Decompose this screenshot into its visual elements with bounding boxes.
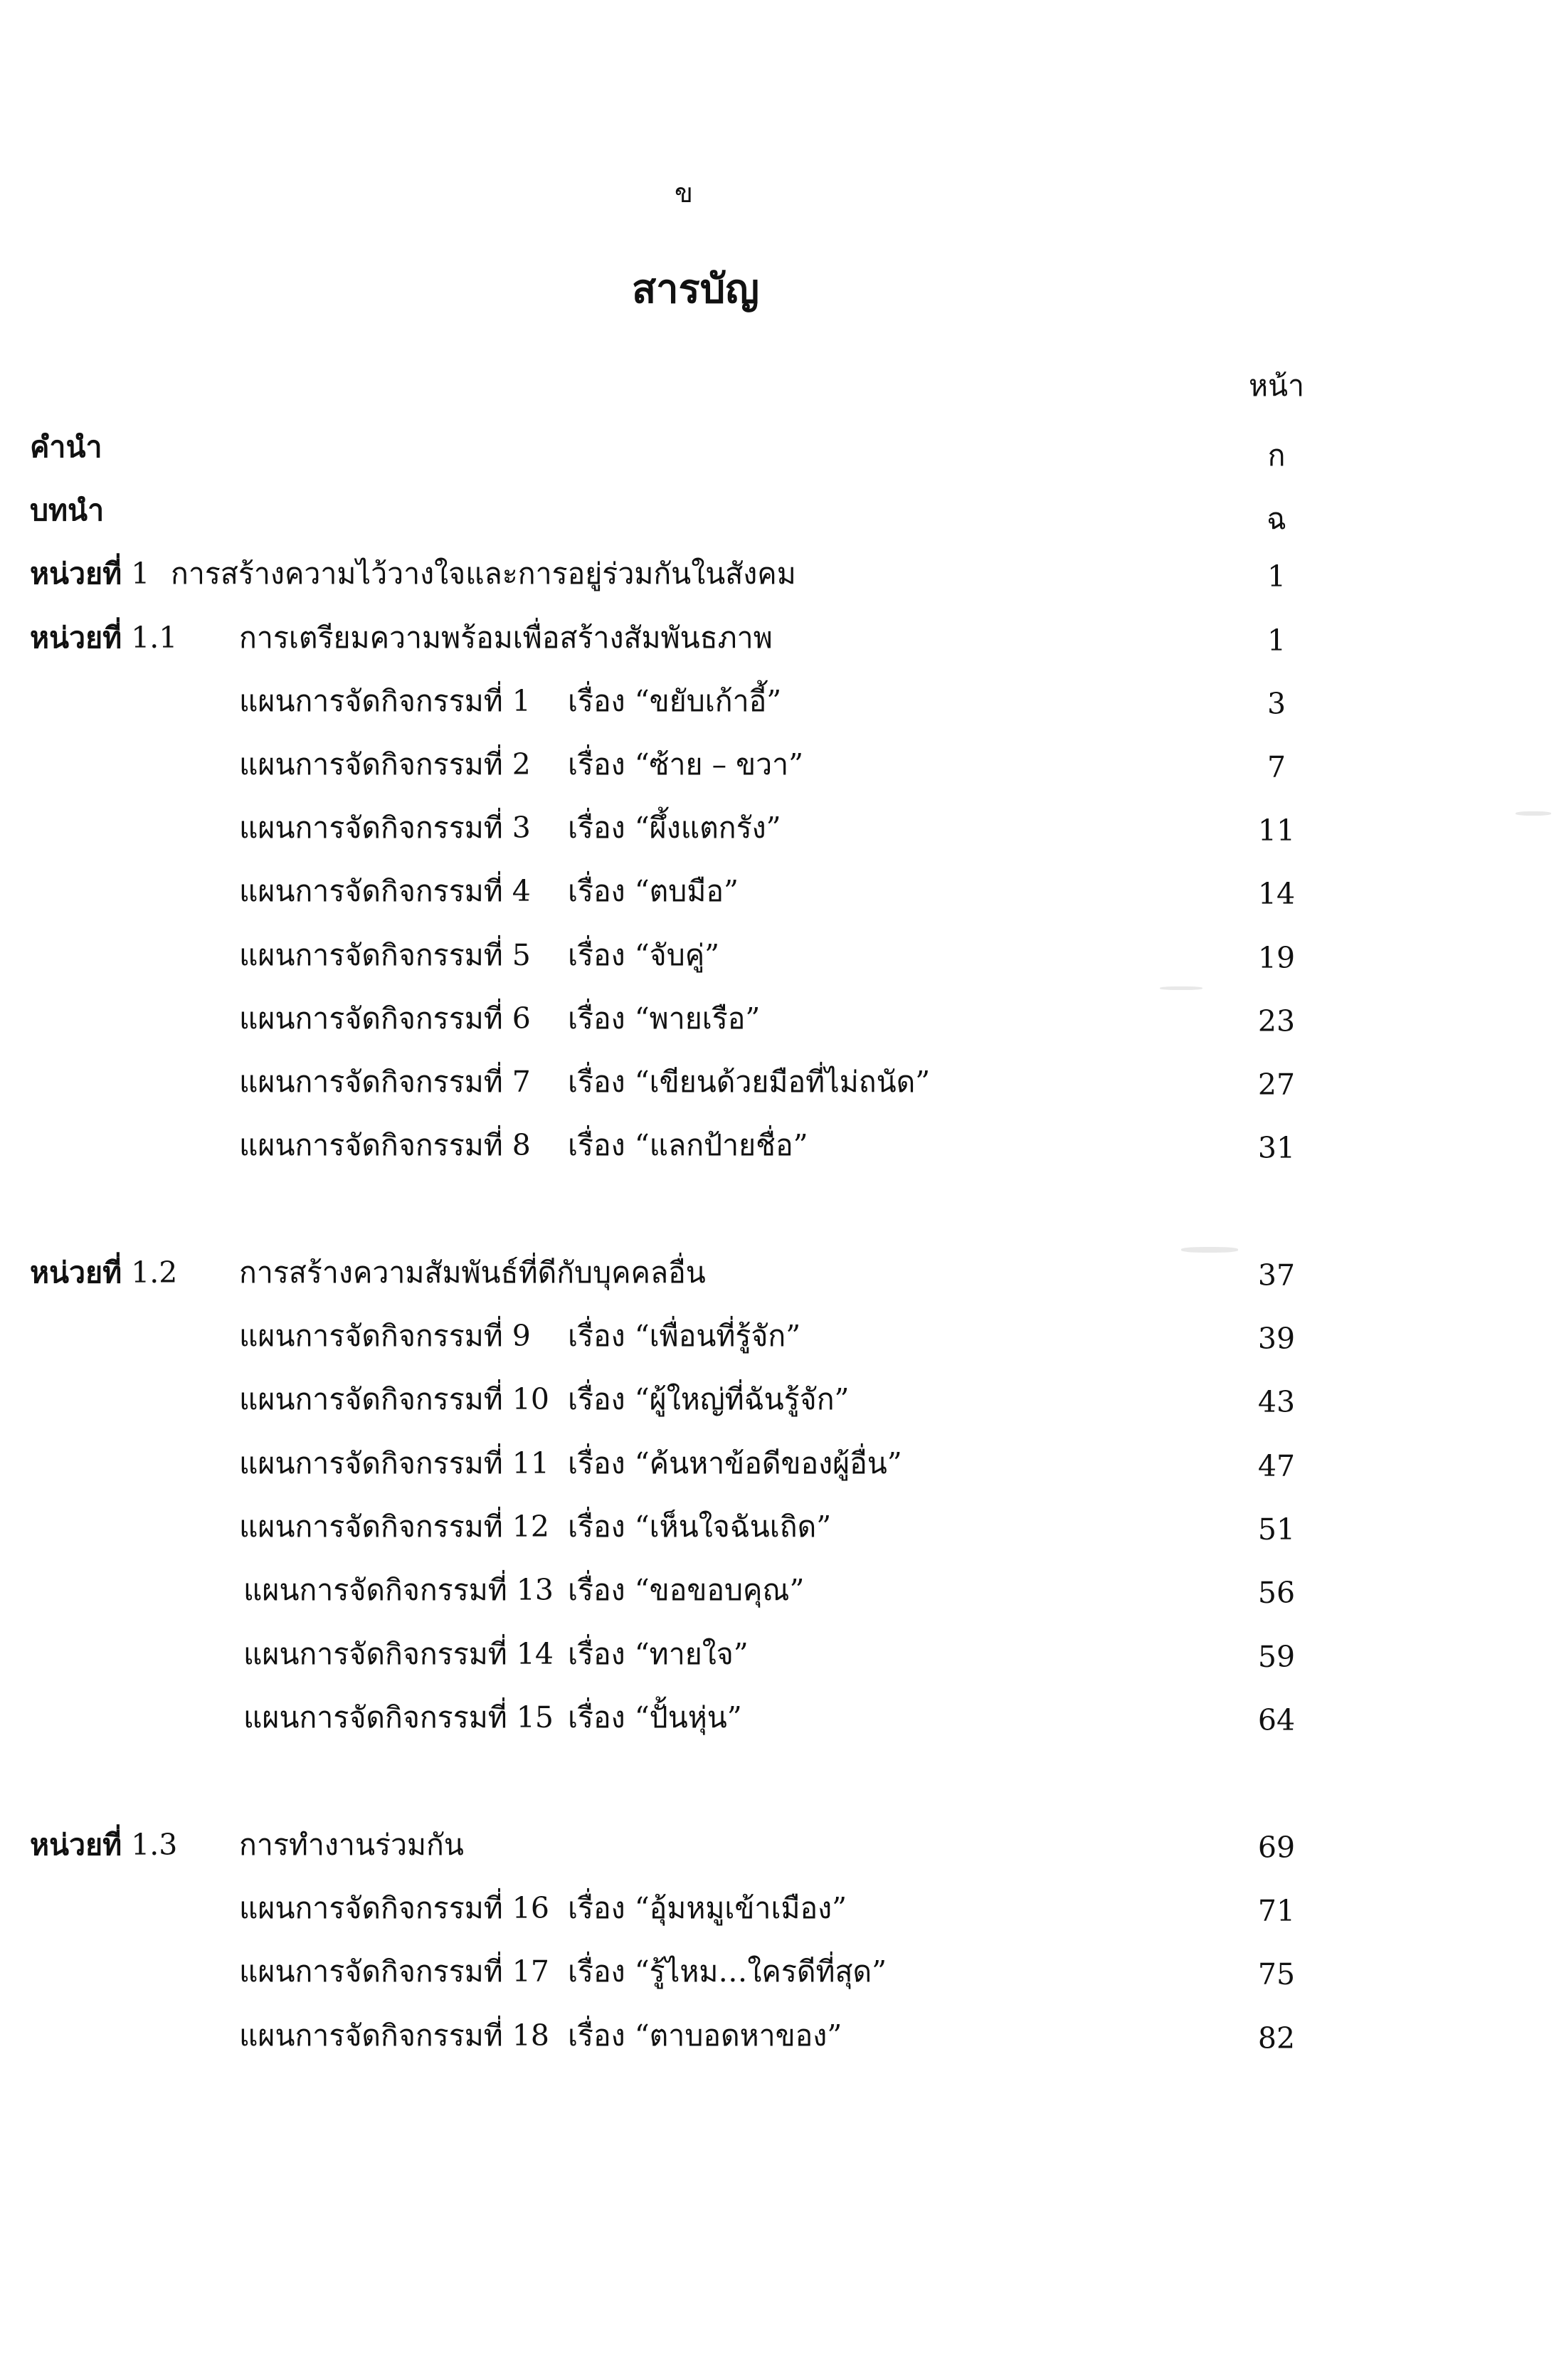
plan-topic: เรื่อง “ขอขอบคุณ” [568, 1573, 805, 1607]
toc-entry-foreword: คำนำ [30, 430, 102, 464]
section-number: 1.3 [131, 1828, 178, 1862]
plan-prefix: แผนการจัดกิจกรรมที่ 10 [239, 1382, 549, 1416]
plan-topic: เรื่อง “ขยับเก้าอี้” [568, 684, 782, 718]
plan-topic: เรื่อง “ตาบอดหาของ” [568, 2018, 842, 2053]
toc-section-1-3 [30, 1828, 178, 1862]
section-title: การสร้างความสัมพันธ์ที่ดีกับบุคคลอื่น [239, 1255, 706, 1290]
plan-prefix: แผนการจัดกิจกรรมที่ 12 [239, 1510, 549, 1544]
plan-topic: เรื่อง “จับคู่” [568, 938, 720, 972]
toc-section-1-2 [30, 1255, 178, 1290]
plan-topic: เรื่อง “ผึ้งแตกรัง” [568, 811, 781, 845]
section-label: หน่วยที่ [30, 1828, 122, 1862]
plan-prefix: แผนการจัดกิจกรรมที่ 13 [243, 1573, 554, 1607]
plan-topic: เรื่อง “เพื่อนที่รู้จัก” [568, 1319, 801, 1353]
page-number: ข [675, 177, 693, 209]
plan-topic: เรื่อง “ซ้าย – ขวา” [568, 747, 804, 781]
toc-section-1-1 [30, 623, 177, 653]
plan-topic: เรื่อง “ค้นหาข้อดีของผู้อื่น” [568, 1446, 902, 1480]
plan-topic: เรื่อง “แลกป้ายชื่อ” [568, 1128, 808, 1162]
section-title: การเตรียมความพร้อมเพื่อสร้างสัมพันธภาพ [239, 621, 773, 655]
plan-topic: เรื่อง “อุ้มหมูเข้าเมือง” [568, 1891, 847, 1925]
plan-prefix: แผนการจัดกิจกรรมที่ 11 [239, 1446, 549, 1480]
plan-prefix: แผนการจัดกิจกรรมที่ 7 [239, 1065, 531, 1099]
plan-prefix: แผนการจัดกิจกรรมที่ 9 [239, 1319, 531, 1353]
plan-topic: เรื่อง “ปั้นหุ่น” [568, 1700, 742, 1734]
toc-unit-1 [30, 559, 149, 589]
plan-topic: เรื่อง “เขียนด้วยมือที่ไม่ถนัด” [568, 1065, 931, 1099]
plan-prefix: แผนการจัดกิจกรรมที่ 8 [239, 1128, 531, 1162]
toc-entry-introduction: บทนำ [30, 493, 105, 527]
plan-prefix: แผนการจัดกิจกรรมที่ 14 [243, 1637, 554, 1671]
section-label: หน่วยที่ [30, 1255, 122, 1290]
unit-title: การสร้างความไว้วางใจและการอยู่ร่วมกันในสังคม [171, 557, 796, 591]
scan-smudge [1181, 1247, 1238, 1253]
plan-prefix: แผนการจัดกิจกรรมที่ 15 [243, 1700, 554, 1734]
plan-topic: เรื่อง “ผู้ใหญ่ที่ฉันรู้จัก” [568, 1382, 850, 1416]
unit-label: หน่วยที่ [30, 557, 122, 591]
plan-prefix: แผนการจัดกิจกรรมที่ 5 [239, 938, 531, 972]
unit-number: 1 [131, 557, 150, 591]
plan-topic: เรื่อง “เห็นใจฉันเถิด” [568, 1510, 832, 1544]
plan-prefix: แผนการจัดกิจกรรมที่ 6 [239, 1001, 531, 1036]
plan-prefix: แผนการจัดกิจกรรมที่ 3 [239, 811, 531, 845]
plan-prefix: แผนการจัดกิจกรรมที่ 1 [239, 684, 531, 718]
scan-smudge [1160, 986, 1202, 990]
plan-topic: เรื่อง “ตบมือ” [568, 874, 739, 908]
section-title: การทำงานร่วมกัน [239, 1828, 464, 1862]
plan-prefix: แผนการจัดกิจกรรมที่ 2 [239, 747, 531, 781]
section-label: หน่วยที่ [30, 621, 122, 655]
plan-topic: เรื่อง “พายเรือ” [568, 1001, 761, 1036]
plan-prefix: แผนการจัดกิจกรรมที่ 4 [239, 874, 531, 908]
plan-prefix: แผนการจัดกิจกรรมที่ 16 [239, 1891, 549, 1925]
scan-smudge [1516, 811, 1551, 816]
plan-prefix: แผนการจัดกิจกรรมที่ 18 [239, 2018, 549, 2053]
plan-topic: เรื่อง “ทายใจ” [568, 1637, 749, 1671]
page-title: สารบัญ [632, 265, 759, 312]
section-number: 1.2 [131, 1255, 178, 1290]
plan-topic: เรื่อง “รู้ไหม…ใครดีที่สุด” [568, 1954, 887, 1989]
plan-prefix: แผนการจัดกิจกรรมที่ 17 [239, 1954, 549, 1989]
section-number: 1.1 [131, 621, 178, 655]
